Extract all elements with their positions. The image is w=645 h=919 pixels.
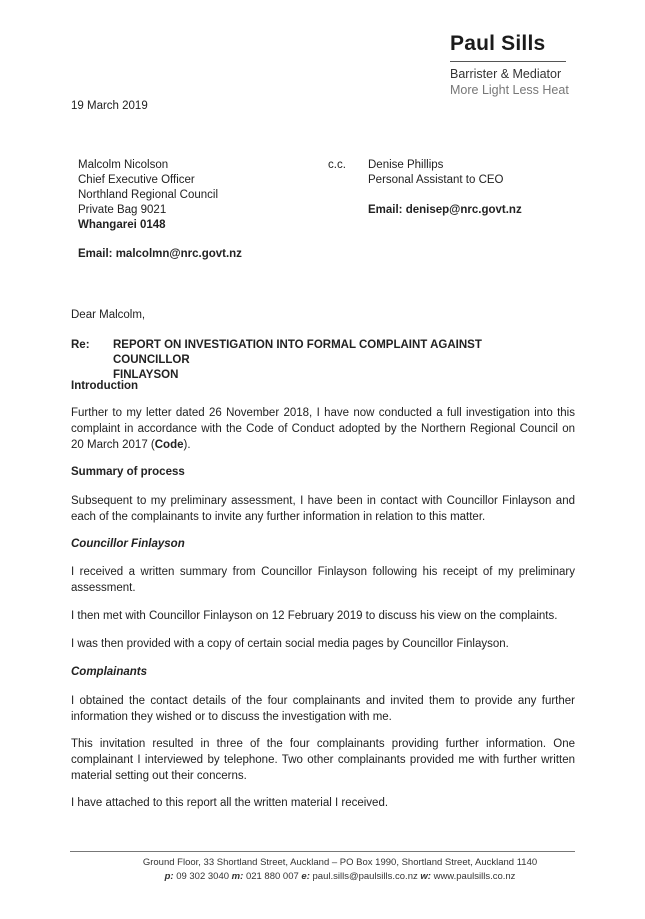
- paragraph-councillor-3: I was then provided with a copy of certain social media pages by Councillor Finlayson.: [71, 638, 509, 650]
- heading-introduction: Introduction: [71, 380, 139, 392]
- footer-web[interactable]: www.paulsills.co.nz: [433, 871, 516, 882]
- introduction-text: Further to my letter dated 26 November 2018, I have now conducted a full investigation into this complaint in accordance with the Code of Conduct adopted by the Northern Regional Council on 20 March 2017 (: [71, 407, 575, 451]
- subject-label: Re:: [71, 339, 90, 351]
- paragraph-complainants-3: I have attached to this report all the written material I received.: [71, 797, 389, 809]
- footer-email-label: e:: [301, 871, 310, 882]
- cc-name: Denise Phillips: [368, 159, 444, 171]
- footer-mobile: 021 880 007: [245, 871, 299, 882]
- paragraph-introduction: [71, 405, 575, 453]
- letterhead-name: Paul Sills: [450, 32, 546, 55]
- introduction-end: ).: [183, 439, 191, 451]
- footer-email[interactable]: paul.sills@paulsills.co.nz: [312, 871, 418, 882]
- footer-phone: 09 302 3040: [176, 871, 230, 882]
- subject-line-2: FINLAYSON: [113, 369, 179, 381]
- recipient-email: Email: malcolmn@nrc.govt.nz: [78, 248, 242, 260]
- recipient-title: Chief Executive Officer: [78, 174, 195, 186]
- letterhead-tagline: More Light Less Heat: [450, 83, 569, 97]
- cc-email: Email: denisep@nrc.govt.nz: [368, 204, 522, 216]
- paragraph-councillor-1: I received a written summary from Councillor Finlayson following his receipt of my preliminary assessment.: [71, 566, 575, 594]
- heading-complainants: Complainants: [71, 666, 148, 678]
- introduction-code-term: Code: [154, 439, 184, 451]
- recipient-name: Malcolm Nicolson: [78, 159, 169, 171]
- footer-address: Ground Floor, 33 Shortland Street, Auckland – PO Box 1990, Shortland Street, Auckland 1140: [142, 857, 538, 868]
- footer-contacts: [70, 870, 610, 883]
- footer-mobile-label: m:: [231, 871, 244, 882]
- cc-label: c.c.: [328, 159, 346, 171]
- paragraph-summary: Subsequent to my preliminary assessment, I have been in contact with Councillor Finlayson and each of the complainants to invite any further information in relation to this matter.: [71, 495, 575, 523]
- letterhead-role: Barrister & Mediator: [450, 67, 562, 81]
- heading-summary-of-process: Summary of process: [71, 466, 185, 478]
- heading-councillor-finlayson: Councillor Finlayson: [71, 538, 185, 550]
- recipient-block: [78, 158, 242, 262]
- paragraph-councillor-2: I then met with Councillor Finlayson on 12 February 2019 to discuss his view on the complaints.: [71, 610, 558, 622]
- paragraph-complainants-2: This invitation resulted in three of the four complainants providing further information. One complainant I interviewed by telephone. Two other complainants provided me with further written material setting out their concerns.: [71, 738, 575, 782]
- recipient-address-line1: Private Bag 9021: [78, 204, 167, 216]
- footer-web-label: w:: [420, 871, 431, 882]
- recipient-address-line2: Whangarei 0148: [78, 219, 166, 231]
- cc-block: [368, 158, 522, 218]
- letter-date: 19 March 2019: [71, 100, 148, 112]
- subject-text: [113, 338, 543, 383]
- footer-phone-label: p:: [164, 871, 174, 882]
- recipient-organisation: Northland Regional Council: [78, 189, 218, 201]
- salutation: Dear Malcolm,: [71, 309, 146, 321]
- subject-line-1: REPORT ON INVESTIGATION INTO FORMAL COMPLAINT AGAINST COUNCILLOR: [113, 339, 482, 366]
- cc-title: Personal Assistant to CEO: [368, 174, 504, 186]
- letterhead-divider: [450, 61, 566, 62]
- footer-divider: [70, 851, 575, 852]
- paragraph-complainants-1: I obtained the contact details of the four complainants and invited them to provide any further information they wished or to discuss the investigation with me.: [71, 695, 575, 723]
